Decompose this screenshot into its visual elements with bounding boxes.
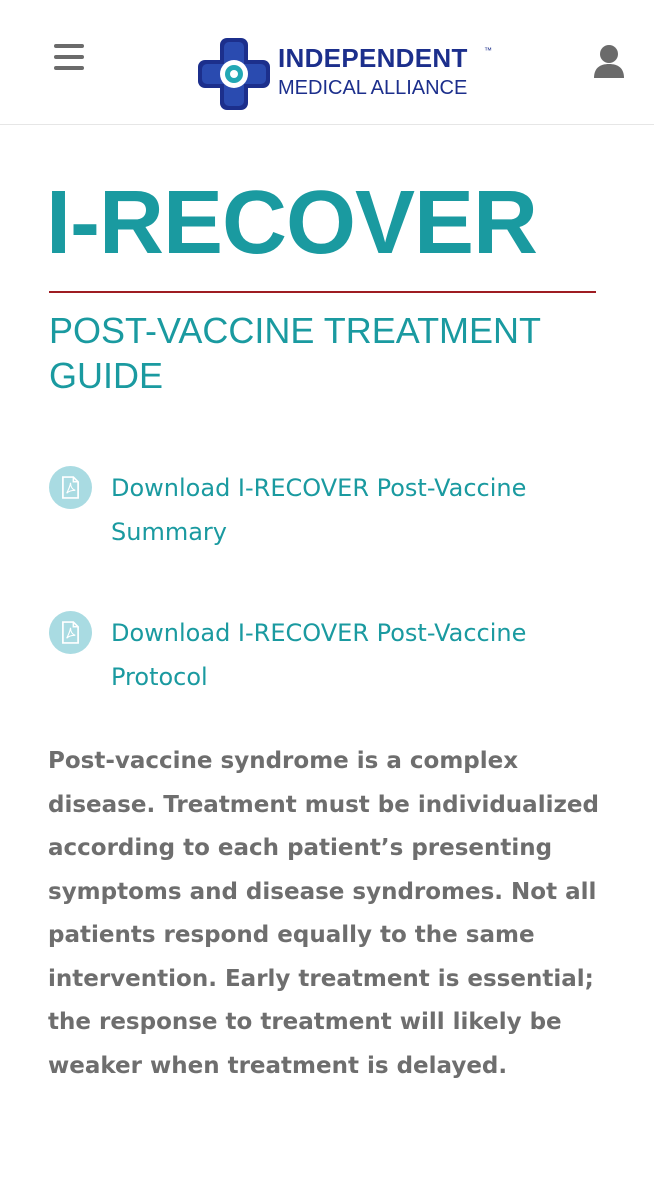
- title-divider: [49, 291, 596, 293]
- medical-cross-logo-icon: [198, 38, 270, 110]
- pdf-file-icon: [49, 466, 92, 509]
- intro-paragraph: Post-vaccine syndrome is a complex disease. Treatment must be individualized according to each patient’s presenting symptoms and disease syndromes. Not all patients respond equally to the same intervention. Early treatment is essential; the response to treatment will likely be weaker when treatment is delayed.: [48, 748, 599, 1079]
- page-title: I-RECOVER: [46, 173, 538, 273]
- logo-trademark: ™: [484, 46, 492, 55]
- logo-text-independent: INDEPENDENT: [278, 43, 468, 73]
- site-logo[interactable]: [198, 36, 498, 108]
- download-protocol-label: Download I-RECOVER Post-Vaccine Protocol: [111, 619, 527, 691]
- download-summary-label: Download I-RECOVER Post-Vaccine Summary: [111, 474, 527, 546]
- download-summary-link[interactable]: [49, 466, 609, 556]
- pdf-file-icon: [49, 611, 92, 654]
- logo-text-medical-alliance: MEDICAL ALLIANCE: [278, 77, 468, 99]
- site-header: [0, 0, 654, 125]
- page-subtitle: POST-VACCINE TREATMENT GUIDE: [49, 310, 541, 396]
- download-protocol-link[interactable]: [49, 611, 609, 701]
- hamburger-menu-icon[interactable]: [54, 44, 86, 70]
- user-account-icon[interactable]: [592, 44, 626, 80]
